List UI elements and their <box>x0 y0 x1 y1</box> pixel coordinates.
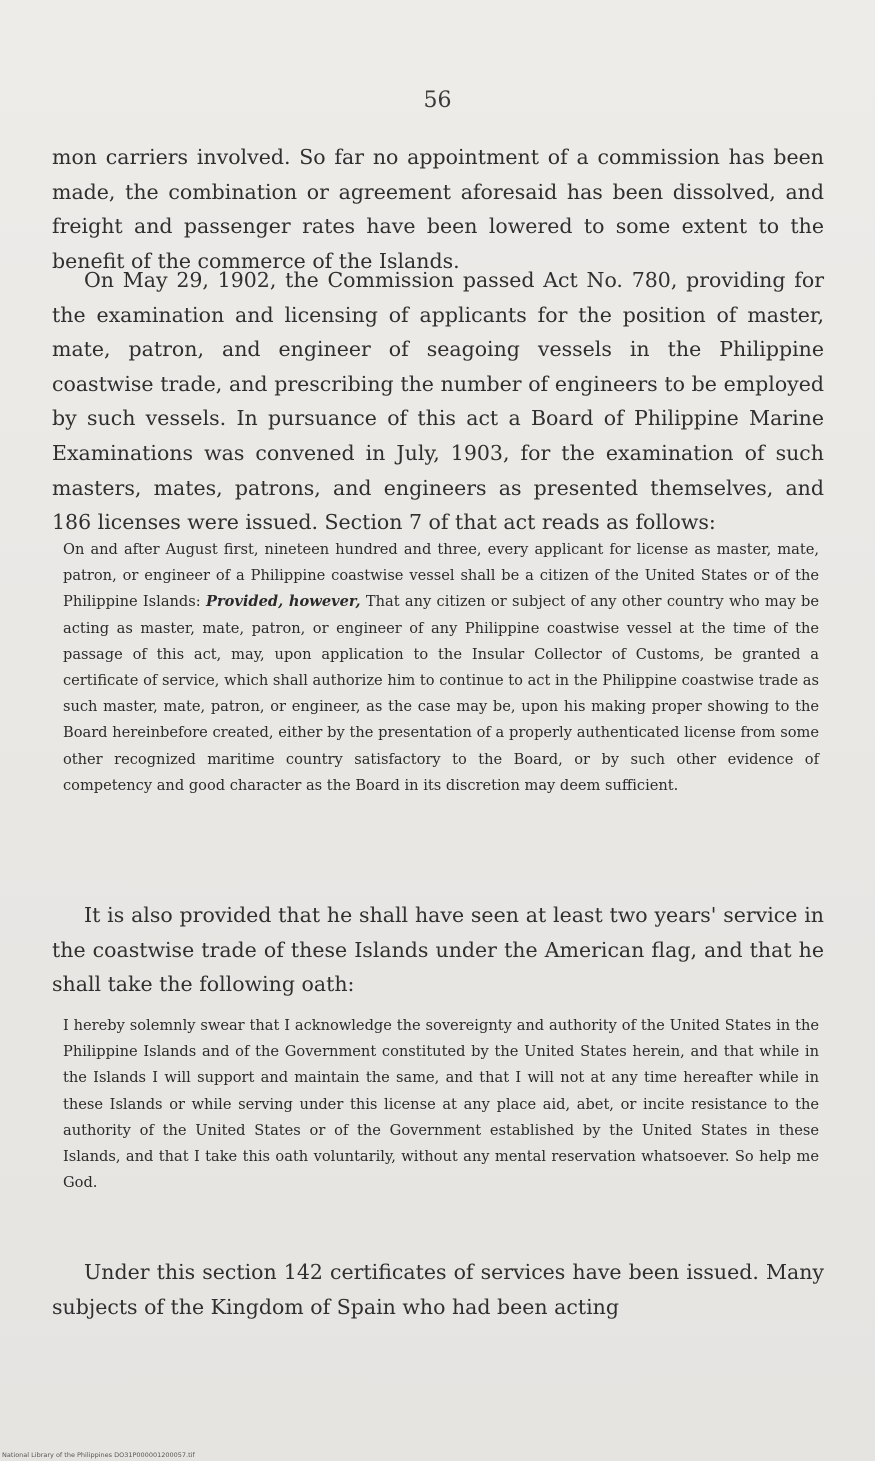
paragraph-text: Under this section 142 certificates of services have been issued. Many subjects of the Kingdom of Spain who had been acting <box>52 1260 824 1319</box>
paragraph-text: mon carriers involved. So far no appointment of a commission has been made, the combination or agreement aforesaid has been dissolved, and freight and passenger rates have been lowered to some extent to the benefit of the commerce of the Islands. <box>52 145 824 273</box>
quote-text-after: That any citizen or subject of any other country who may be acting as master, mate, patron, or engineer of any Philippine coastwise vessel at the time of the passage of this act, may, upon application to the Insular Collector of Customs, be granted a certificate of service, which shall authorize him to continue to act in the Philippine coastwise trade as such master, mate, patron, or engineer, as the case may be, upon his making proper showing to the Board hereinbefore created, either by the presentation of a properly authenticated license from some other recognized maritime country satisfactory to the Board, or by such other evidence of competency and good character as the Board in its discretion may deem sufficient. <box>63 593 819 794</box>
quote-emphasis-provided-however: Provided, however, <box>205 593 361 611</box>
paragraph-certificates-issued <box>52 1255 824 1324</box>
quote-text-before: On and after August first, nineteen hundred and three, every applicant for license as master, mate, patron, or engineer of a Philippine coastwise vessel shall be a citizen of the United States or of the Philippine Islands: <box>63 541 819 611</box>
scan-credit: National Library of the Philippines DO31P000001200057.tif <box>2 1451 195 1459</box>
paragraph-text: It is also provided that he shall have seen at least two years' service in the coastwise trade of these Islands under the American flag, and that he shall take the following oath: <box>52 903 824 997</box>
page-number: 56 <box>423 88 452 113</box>
paragraph-text: On May 29, 1902, the Commission passed Act No. 780, providing for the examination and licensing of applicants for the position of master, mate, patron, and engineer of seagoing vessels in the Philippine coastwise trade, and prescribing the number of engineers to be employed by such vessels. In pursuance of this act a Board of Philippine Marine Examinations was convened in July, 1903, for the examination of such masters, mates, patrons, and engineers as presented themselves, and 186 licenses were issued. Section 7 of that act reads as follows: <box>52 268 824 535</box>
paragraph-service-requirement <box>52 898 824 1002</box>
quoted-section-7 <box>63 537 819 799</box>
quote-text: I hereby solemnly swear that I acknowledge the sovereignty and authority of the United States in the Philippine Islands and of the Government constituted by the United States herein, and that while in the Islands I will support and maintain the same, and that I will not at any time hereafter while in these Islands or while serving under this license at any place aid, abet, or incite resistance to the authority of the United States or of the Government established by the United States in these Islands, and that I take this oath voluntarily, without any mental reservation whatsoever. So help me God. <box>63 1017 819 1192</box>
paragraph-act-780 <box>52 263 824 540</box>
quote-text <box>63 537 819 799</box>
quoted-oath <box>63 1013 819 1196</box>
paragraph-continuation <box>52 140 824 278</box>
